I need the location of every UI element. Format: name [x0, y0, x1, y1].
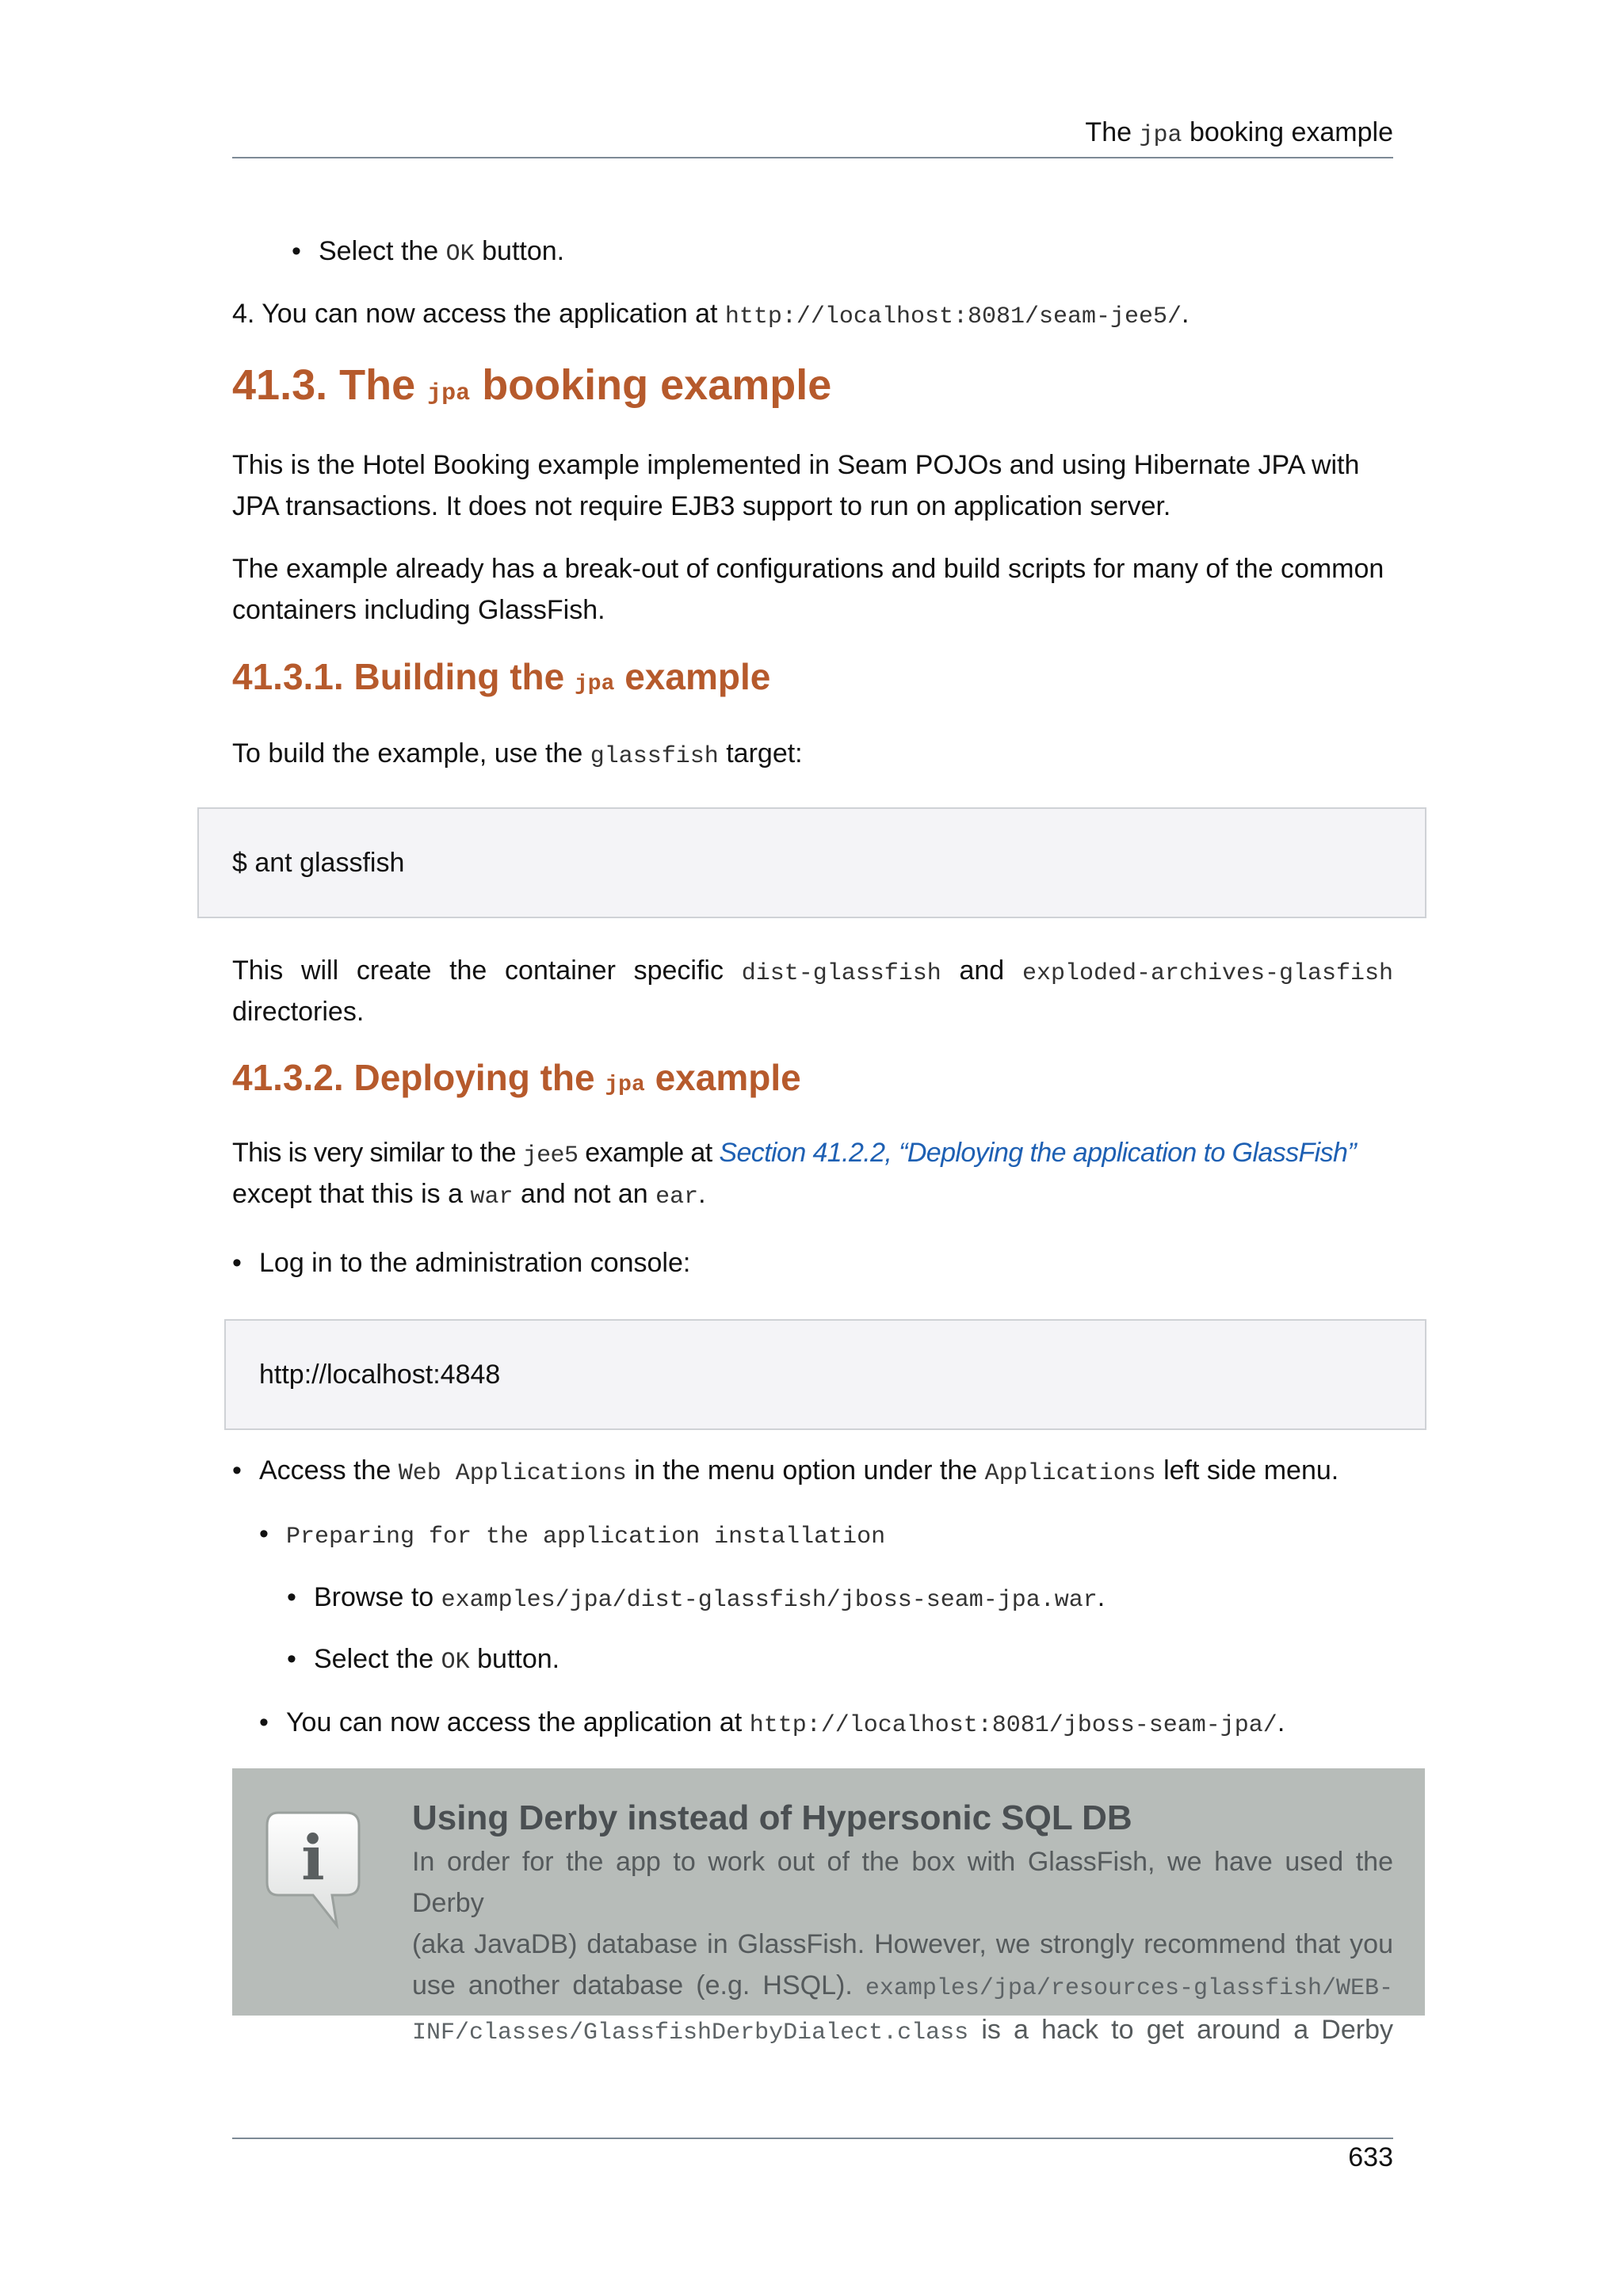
- building-intro: [232, 733, 1393, 777]
- text: This will create the container specific: [232, 955, 724, 986]
- header-rule: [232, 157, 1393, 158]
- text: and not an: [520, 1179, 648, 1209]
- section-title-pre: The: [339, 361, 416, 409]
- note-line-2: (aka JavaDB) database in GlassFish. However, we strongly recommend that you: [412, 1929, 1393, 1959]
- page-number: 633: [1348, 2142, 1393, 2172]
- text: You can now access the application at: [262, 299, 718, 329]
- text: .: [1097, 1582, 1106, 1612]
- footer-rule: [232, 2138, 1393, 2139]
- text: in the menu option under the: [634, 1455, 978, 1486]
- deploying-intro-line1: [232, 1132, 1393, 1177]
- header-title-post: booking example: [1189, 117, 1393, 147]
- code-dist-glassfish: dist-glassfish: [741, 960, 941, 987]
- text: and: [959, 955, 1005, 986]
- text: .: [1277, 1707, 1285, 1737]
- text: left side menu.: [1163, 1455, 1339, 1486]
- code-war: war: [470, 1184, 514, 1211]
- step-number: 4.: [232, 299, 255, 329]
- subsection-number: 41.3.1.: [232, 656, 344, 697]
- list-item-login: [232, 1242, 690, 1283]
- text: Access the: [259, 1455, 391, 1486]
- note-line-3: [412, 1965, 1393, 2009]
- subsection-title-code: jpa: [605, 1073, 645, 1097]
- text: button.: [482, 236, 565, 266]
- subsection-title-pre: Building the: [353, 656, 565, 697]
- code-ear: ear: [655, 1184, 699, 1211]
- header-title-pre: The: [1085, 117, 1132, 147]
- code-web-applications: Web Applications: [398, 1460, 627, 1487]
- subsection-heading-building: [232, 655, 770, 698]
- section-para-1: This is the Hotel Booking example implemented in Seam POJOs and using Hibernate JPA with JPA transactions. It does not require EJB3 support to run on application server.: [232, 450, 1360, 521]
- bullet: •: [232, 1455, 242, 1486]
- note-box: [232, 1768, 1425, 2046]
- subsection-title-pre: Deploying the: [353, 1057, 595, 1098]
- note-line-1: In order for the app to work out of the box with GlassFish, we have used the Derby: [412, 1847, 1393, 1918]
- list-item-preparing: [259, 1513, 885, 1558]
- building-after-line1: [232, 950, 1393, 994]
- text: To build the example, use the: [232, 738, 583, 769]
- text: use another database (e.g. HSQL).: [412, 1970, 853, 2000]
- text: is a hack to get around a Derby: [981, 2015, 1393, 2045]
- bullet: •: [259, 1707, 269, 1737]
- bullet: •: [232, 1248, 242, 1278]
- text: target:: [726, 738, 803, 769]
- note-line-4: [412, 2009, 1393, 2054]
- list-item-access-app: [259, 1702, 1285, 1746]
- header-title-code: jpa: [1139, 122, 1182, 149]
- subsection-number: 41.3.2.: [232, 1057, 344, 1098]
- bullet: •: [259, 1519, 269, 1549]
- command-text: $ ant glassfish: [232, 847, 405, 878]
- text: Select the: [319, 236, 439, 266]
- text: Browse to: [314, 1582, 434, 1612]
- text: Select the: [314, 1644, 434, 1674]
- list-item-select-ok: [292, 231, 564, 275]
- deploying-intro-line2: [232, 1173, 1393, 1218]
- code-block-console-url: [224, 1319, 1426, 1430]
- code-block-command: [197, 807, 1426, 918]
- note-title: Using Derby instead of Hypersonic SQL DB: [412, 1798, 1132, 1837]
- code-app-url: http://localhost:8081/jboss-seam-jpa/: [749, 1712, 1277, 1739]
- info-icon-graphic: [264, 1810, 362, 1936]
- text: Log in to the administration console:: [259, 1248, 691, 1278]
- list-item-step-4: [232, 293, 1189, 338]
- code-glassfish: glassfish: [590, 743, 719, 770]
- code-preparing: Preparing for the application installation: [286, 1524, 886, 1550]
- code-resources-path: examples/jpa/resources-glassfish/WEB-: [865, 1975, 1393, 2002]
- text: This is very similar to the: [232, 1138, 516, 1168]
- info-icon: [264, 1810, 362, 1940]
- code-dialect-class: INF/classes/GlassfishDerbyDialect.class: [412, 2019, 969, 2046]
- section-heading: [232, 360, 831, 410]
- code-ok: OK: [445, 241, 475, 268]
- bullet: •: [287, 1582, 296, 1612]
- code-jee5: jee5: [522, 1142, 579, 1169]
- building-after-line2: directories.: [232, 997, 365, 1027]
- code-url: http://localhost:8081/seam-jee5/: [724, 303, 1182, 330]
- text: except that this is a: [232, 1179, 464, 1209]
- code-war-path: examples/jpa/dist-glassfish/jboss-seam-jpa.war: [441, 1587, 1098, 1614]
- svg-text:i: i: [301, 1822, 325, 1894]
- code-exploded-archives: exploded-archives-glasfish: [1022, 960, 1394, 987]
- code-ok: OK: [441, 1649, 470, 1676]
- bullet: •: [287, 1644, 296, 1674]
- subsection-title-code: jpa: [575, 672, 615, 696]
- list-item-browse: [287, 1577, 1105, 1621]
- section-para-2: The example already has a break-out of configurations and build scripts for many of the common containers including GlassFish.: [232, 554, 1384, 625]
- section-number: 41.3.: [232, 361, 328, 409]
- text: example at: [585, 1138, 712, 1168]
- list-item-select-ok-2: [287, 1638, 559, 1683]
- console-url-text: http://localhost:4848: [259, 1359, 501, 1390]
- text: You can now access the application at: [286, 1707, 743, 1737]
- text: .: [1182, 299, 1190, 329]
- section-title-code: jpa: [427, 380, 471, 407]
- text: .: [698, 1179, 706, 1209]
- running-header: [1085, 117, 1393, 149]
- subsection-title-post: example: [624, 656, 771, 697]
- text: button.: [477, 1644, 560, 1674]
- bullet: •: [292, 236, 301, 266]
- section-title-post: booking example: [482, 361, 832, 409]
- code-applications: Applications: [984, 1460, 1156, 1487]
- list-item-access-web-apps: [232, 1450, 1338, 1494]
- subsection-heading-deploying: [232, 1056, 801, 1099]
- note-body: [412, 1841, 1393, 2054]
- section-cross-reference-link[interactable]: Section 41.2.2, “Deploying the application to GlassFish”: [719, 1138, 1357, 1168]
- subsection-title-post: example: [655, 1057, 801, 1098]
